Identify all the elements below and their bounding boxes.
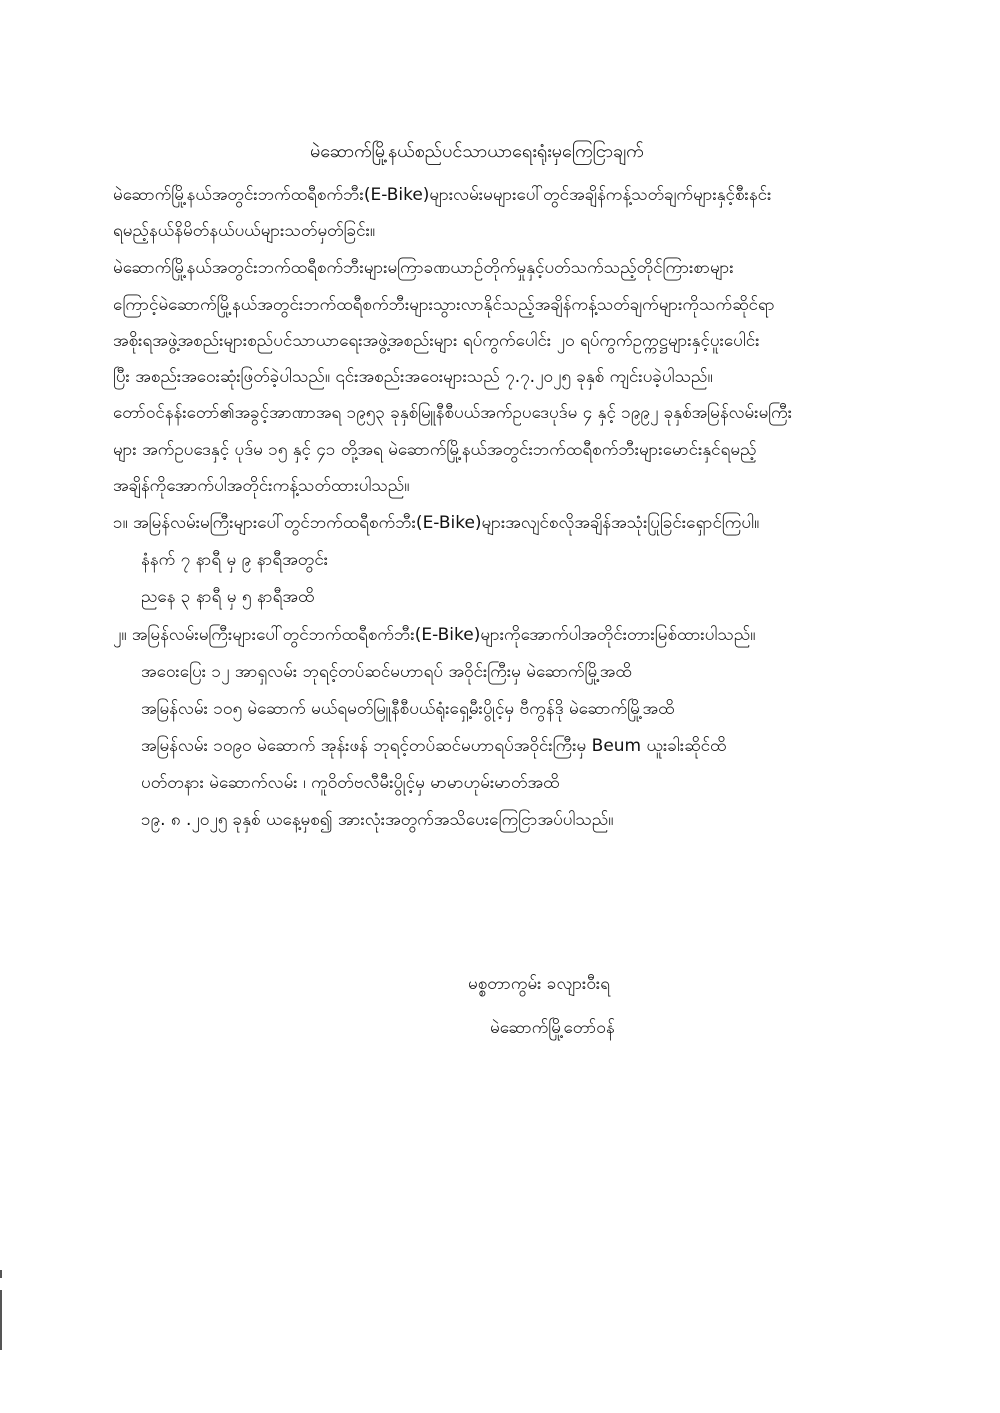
subject-line-1: မဲဆောက်မြို့နယ်အတွင်းဘက်ထရီစက်ဘီး(E-Bike)များလမ်းမများပေါ်တွင်အချိန်ကန့်သတ်ချက်များနှင့်စီးနင်း — [113, 185, 772, 205]
section2-item-2: အမြန်လမ်း ၁၀၅ မဲဆောက် မယ်ရမတ်မြူနီစီပယ်ရုံးရှေ့မီးပွိုင့်မှ ဗီကွန်ဒို မဲဆောက်မြို့အထိ — [141, 699, 675, 719]
signatory-office: မဲဆောက်မြို့တော်ဝန် — [490, 1018, 615, 1038]
section2-closing: ၁၉. ၈ .၂၀၂၅ ခုနှစ် ယနေ့မှစ၍ အားလုံးအတွက်အသိပေးကြေငြာအပ်ပါသည်။ — [141, 810, 614, 830]
document-title: မဲဆောက်မြို့နယ်စည်ပင်သာယာရေးရုံးမှကြေငြာချက် — [310, 141, 644, 162]
section1-heading: ၁။ အမြန်လမ်းမကြီးများပေါ်တွင်ဘက်ထရီစက်ဘီး(E-Bike)များအလျင်စလိုအချိန်အသုံးပြုခြင်းရှောင်ကြပါ။ — [113, 513, 760, 533]
body-line-1: မဲဆောက်မြို့နယ်အတွင်းဘက်ထရီစက်ဘီးများမကြာခဏယာဉ်တိုက်မှုနှင့်ပတ်သက်သည့်တိုင်ကြားစာများ — [113, 258, 734, 278]
section2-heading: ၂။ အမြန်လမ်းမကြီးများပေါ်တွင်ဘက်ထရီစက်ဘီး(E-Bike)များကိုအောက်ပါအတိုင်းတားမြစ်ထားပါသည်။ — [113, 625, 756, 645]
section2-item-1: အဝေးပြေး ၁၂ အာရှလမ်း ဘုရင့်တပ်ဆင်မဟာရပ် အဝိုင်းကြီးမှ မဲဆောက်မြို့အထိ — [141, 662, 632, 682]
section2-item-4: ပတ်တနား မဲဆောက်လမ်း ၊ ကူဝိတ်ဗလီမီးပွိုင့်မှ မာမာဟုမ်းမာတ်အထိ — [141, 773, 560, 793]
section1-item-2: ညနေ ၃ နာရီ မှ ၅ နာရီအထိ — [141, 587, 315, 607]
body-line-6: များ အက်ဥပဒေနှင့် ပုဒ်မ ၁၅ နှင့် ၄၁ တို့အရ မဲဆောက်မြို့နယ်အတွင်းဘက်ထရီစက်ဘီးများမောင်းနှင်ရမည့် — [113, 440, 757, 460]
scan-edge-mark — [0, 1290, 2, 1350]
subject-line-2: ရမည့်နယ်နိမိတ်နယ်ပယ်များသတ်မှတ်ခြင်း။ — [113, 221, 376, 241]
body-line-7: အချိန်ကိုအောက်ပါအတိုင်းကန့်သတ်ထားပါသည်။ — [113, 476, 410, 496]
body-line-4: ပြီး အစည်းအဝေးဆုံးဖြတ်ခဲ့ပါသည်။ ၎င်းအစည်းအဝေးများသည် ၇.၇.၂၀၂၅ ခုနှစ် ကျင်းပခဲ့ပါသည်။ — [113, 367, 713, 387]
body-line-3: အစိုးရအဖွဲ့အစည်းများစည်ပင်သာယာရေးအဖွဲ့အစည်းများ ရပ်ကွက်ပေါင်း ၂၀ ရပ်ကွက်ဥက္ကဋ္ဌများနှင့်ပူးပေါင်း — [113, 331, 760, 351]
section1-item-1: နံနက် ၇ နာရီ မှ ၉ နာရီအတွင်း — [141, 550, 329, 570]
section2-item-3: အမြန်လမ်း ၁၀၉၀ မဲဆောက် အုန်းဖန် ဘုရင့်တပ်ဆင်မဟာရပ်အဝိုင်းကြီးမှ Beum ယူးခါးဆိုင်ထိ — [141, 736, 727, 756]
signatory-name: မစ္စတာကွမ်း ခလျားဝီးရ — [468, 974, 611, 994]
body-line-2: ကြောင့်မဲဆောက်မြို့နယ်အတွင်းဘက်ထရီစက်ဘီးများသွားလာနိုင်သည့်အချိန်ကန့်သတ်ချက်များကိုသက်ဆိုင်ရာ — [113, 295, 775, 315]
scan-edge-mark — [0, 1270, 2, 1278]
body-line-5: တော်ဝင်နန်းတော်၏အခွင့်အာဏာအရ ၁၉၅၃ ခုနှစ်မြူနီစီပယ်အက်ဥပဒေပုဒ်မ ၄ နှင့် ၁၉၉၂ ခုနှစ်အမြန်လမ်းမကြီး — [113, 403, 793, 423]
